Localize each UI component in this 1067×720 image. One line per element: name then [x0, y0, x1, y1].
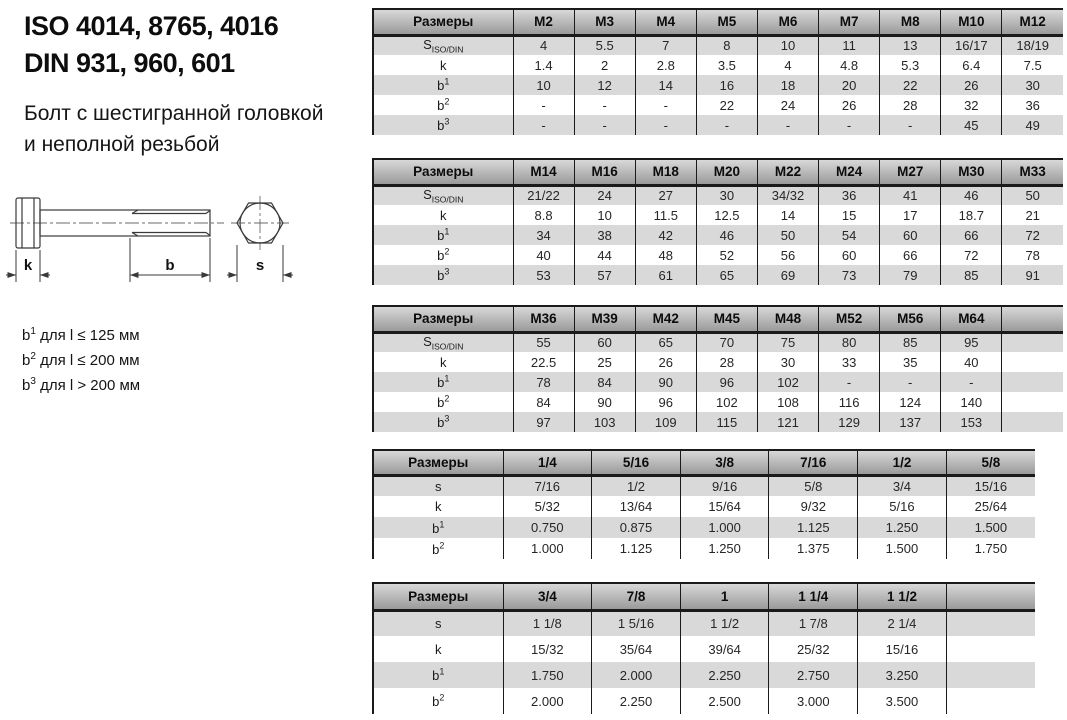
table-row [373, 517, 1035, 538]
value-cell: 36 [1025, 97, 1040, 113]
value-cell: 80 [819, 332, 880, 352]
value-cell [1002, 412, 1063, 432]
value-cell: 45 [941, 115, 1002, 135]
value-cell: 66 [880, 245, 941, 265]
value-cell: 39/64 [680, 636, 769, 662]
value-cell: 2.500 [680, 688, 769, 714]
value-cell: 69 [757, 265, 818, 285]
spec-table-2 [372, 158, 1063, 285]
value-cell: 79 [880, 265, 941, 285]
value-cell: 2 1/4 [858, 610, 947, 636]
value-cell: 15/64 [680, 496, 769, 517]
value-cell: 32 [941, 95, 1002, 115]
value-cell [946, 662, 1035, 688]
value-cell: 84 [574, 372, 635, 392]
value-cell: 10 [757, 35, 818, 55]
value-cell: 15/16 [974, 478, 1008, 494]
value-cell: - [635, 95, 696, 115]
value-cell: 140 [941, 392, 1002, 412]
value-cell: 14 [757, 205, 818, 225]
row-label: $S_{ISO/DIN}$ [373, 35, 513, 55]
value-cell: 2.000 [592, 662, 681, 688]
value-cell: 40 [941, 352, 1002, 372]
table-row [373, 496, 1035, 517]
value-cell: 73 [819, 265, 880, 285]
value-cell: 65 [696, 265, 757, 285]
value-cell: 60 [880, 225, 941, 245]
column-header: M52 [819, 306, 880, 332]
value-cell: 25/32 [769, 636, 858, 662]
table-row [373, 412, 1063, 432]
value-cell: 21/22 [513, 185, 574, 205]
row-label: k [373, 205, 513, 225]
row-label: s [373, 610, 503, 636]
value-cell: 65 [635, 332, 696, 352]
value-cell: 28 [696, 352, 757, 372]
value-cell: - [819, 115, 880, 135]
table-corner-header: Размеры [373, 306, 513, 332]
value-cell: 34 [513, 225, 574, 245]
column-header: M7 [819, 9, 880, 35]
value-cell: 5/16 [858, 496, 947, 517]
value-cell: 108 [757, 392, 818, 412]
value-cell: 24 [574, 185, 635, 205]
value-cell: 72 [941, 245, 1002, 265]
value-cell: 46 [696, 225, 757, 245]
column-header: M20 [696, 159, 757, 185]
subtitle-line-2: и неполной резьбой [24, 133, 220, 156]
spec-table-5 [372, 582, 1035, 714]
table-row [373, 95, 1063, 115]
value-cell: 33 [819, 352, 880, 372]
value-cell: 109 [635, 412, 696, 432]
column-header: 7/8 [592, 583, 681, 610]
value-cell: 55 [513, 332, 574, 352]
row-label: k [373, 636, 503, 662]
value-cell: 14 [635, 75, 696, 95]
value-cell: 3.250 [858, 662, 947, 688]
value-cell: 40 [513, 245, 574, 265]
value-cell: 5.5 [574, 35, 635, 55]
column-header: M3 [574, 9, 635, 35]
value-cell: 20 [819, 75, 880, 95]
value-cell [946, 610, 1035, 636]
value-cell: 26 [635, 352, 696, 372]
table-row [373, 265, 1063, 285]
value-cell: 34/32 [757, 185, 818, 205]
row-label: $b^1$ [373, 372, 513, 392]
value-cell [1002, 332, 1063, 352]
value-cell: 103 [574, 412, 635, 432]
column-header [1002, 306, 1063, 332]
column-header: M16 [574, 159, 635, 185]
value-cell: 60 [819, 245, 880, 265]
footnote-line: $b^3$ для l > 200 мм [22, 376, 141, 394]
value-cell: 28 [880, 95, 941, 115]
row-label: $b^2$ [373, 538, 503, 559]
table-row [373, 55, 1063, 75]
value-cell: 2.750 [769, 662, 858, 688]
spec-table-4 [372, 449, 1035, 559]
value-cell: 1.000 [680, 517, 769, 538]
value-cell: 129 [819, 412, 880, 432]
row-label: $b^1$ [373, 75, 513, 95]
value-cell [1002, 372, 1063, 392]
column-header: 7/16 [769, 450, 858, 475]
column-header: M45 [696, 306, 757, 332]
value-cell: 116 [819, 392, 880, 412]
value-cell: 18 [757, 75, 818, 95]
value-cell: 41 [880, 185, 941, 205]
value-cell: 66 [941, 225, 1002, 245]
value-cell: 153 [941, 412, 1002, 432]
value-cell: 18.7 [941, 205, 1002, 225]
value-cell: - [880, 372, 941, 392]
value-cell: 4.8 [819, 55, 880, 75]
value-cell: 2.250 [592, 688, 681, 714]
value-cell: 3.500 [858, 688, 947, 714]
tables-panel [372, 0, 1067, 714]
column-header: M18 [635, 159, 696, 185]
table-row [373, 538, 1035, 559]
value-cell: - [513, 95, 574, 115]
column-header: 1/4 [503, 450, 592, 475]
value-cell: 15/16 [858, 636, 947, 662]
value-cell: - [635, 115, 696, 135]
value-cell: 8.8 [513, 205, 574, 225]
value-cell: 1.125 [769, 517, 858, 538]
value-cell: 5/8 [769, 475, 858, 496]
value-cell: 25/64 [974, 499, 1008, 514]
value-cell: 90 [635, 372, 696, 392]
value-cell: 7 [635, 35, 696, 55]
value-cell: 9/16 [680, 475, 769, 496]
value-cell [1002, 352, 1063, 372]
table-row [373, 115, 1063, 135]
value-cell [946, 688, 1035, 714]
subtitle [24, 98, 323, 160]
value-cell: 1.250 [858, 517, 947, 538]
value-cell: 8 [696, 35, 757, 55]
value-cell: 102 [757, 372, 818, 392]
table-row [373, 185, 1063, 205]
row-label: $S_{ISO/DIN}$ [373, 185, 513, 205]
value-cell: 15/32 [503, 636, 592, 662]
value-cell: 50 [1025, 188, 1040, 204]
table-row [373, 636, 1035, 662]
value-cell: 52 [696, 245, 757, 265]
value-cell: 4 [513, 35, 574, 55]
value-cell: 7/16 [503, 475, 592, 496]
iso-title: ISO 4014, 8765, 4016 [24, 11, 279, 41]
value-cell: 13 [880, 35, 941, 55]
spec-table-3 [372, 305, 1063, 432]
column-header: M39 [574, 306, 635, 332]
column-header: M14 [513, 159, 574, 185]
value-cell: 3/4 [858, 475, 947, 496]
column-header: M5 [696, 9, 757, 35]
value-cell: 15 [819, 205, 880, 225]
table-row [373, 688, 1035, 714]
column-header: M10 [941, 9, 1002, 35]
column-header: M56 [880, 306, 941, 332]
row-label: k [373, 496, 503, 517]
value-cell: 78 [513, 372, 574, 392]
value-cell: 30 [1025, 77, 1040, 93]
value-cell: - [757, 115, 818, 135]
value-cell: 137 [880, 412, 941, 432]
din-title: DIN 931, 960, 601 [24, 48, 235, 78]
value-cell: 121 [757, 412, 818, 432]
column-header [946, 583, 1035, 610]
value-cell: 0.750 [503, 517, 592, 538]
value-cell: 60 [574, 332, 635, 352]
value-cell: - [574, 95, 635, 115]
value-cell: 35/64 [592, 636, 681, 662]
table-row [373, 35, 1063, 55]
column-header: M30 [941, 159, 1002, 185]
value-cell: 1.000 [503, 538, 592, 559]
value-cell: 115 [696, 412, 757, 432]
table-row [373, 372, 1063, 392]
value-cell: 2 [574, 55, 635, 75]
value-cell: 1.750 [503, 662, 592, 688]
value-cell: 42 [635, 225, 696, 245]
row-label: k [373, 55, 513, 75]
value-cell: 1.500 [858, 538, 947, 559]
column-header: 1/2 [858, 450, 947, 475]
column-header: M36 [513, 306, 574, 332]
value-cell: 2.8 [635, 55, 696, 75]
dimension-label-b: b [165, 257, 175, 274]
column-header: 1 1/2 [858, 583, 947, 610]
footnote-line: $b^2$ для l ≤ 200 мм [22, 351, 140, 369]
value-cell: 7.5 [1023, 57, 1042, 73]
column-header: M4 [635, 9, 696, 35]
value-cell: 18/19 [1016, 38, 1049, 54]
value-cell: 49 [1025, 117, 1040, 133]
value-cell: 53 [513, 265, 574, 285]
row-label: k [373, 352, 513, 372]
row-label: $b^1$ [373, 662, 503, 688]
value-cell: 46 [941, 185, 1002, 205]
value-cell: 38 [574, 225, 635, 245]
column-header: 1 1/4 [769, 583, 858, 610]
value-cell: 17 [880, 205, 941, 225]
value-cell: 16 [696, 75, 757, 95]
value-cell: 36 [819, 185, 880, 205]
row-label: $b^2$ [373, 245, 513, 265]
value-cell: 1 1/2 [680, 610, 769, 636]
column-header: M8 [880, 9, 941, 35]
value-cell: 11 [819, 35, 880, 55]
bolt-drawing [6, 186, 341, 316]
value-cell: 91 [1025, 267, 1040, 283]
value-cell: - [941, 372, 1002, 392]
value-cell: 25 [574, 352, 635, 372]
column-header: M2 [513, 9, 574, 35]
value-cell: 50 [757, 225, 818, 245]
value-cell: 12.5 [696, 205, 757, 225]
spec-table-1 [372, 8, 1063, 135]
value-cell: 10 [574, 205, 635, 225]
value-cell: 96 [635, 392, 696, 412]
row-label: $b^1$ [373, 517, 503, 538]
value-cell: - [819, 372, 880, 392]
value-cell: 1.125 [592, 538, 681, 559]
value-cell: 22 [880, 75, 941, 95]
table-row [373, 205, 1063, 225]
value-cell: 21 [1025, 207, 1040, 223]
column-header: 5/8 [946, 450, 1035, 475]
value-cell: 22.5 [513, 352, 574, 372]
value-cell: 1.375 [769, 538, 858, 559]
table-row [373, 352, 1063, 372]
column-header: 1 [680, 583, 769, 610]
value-cell: 72 [1025, 227, 1040, 243]
value-cell: 1 5/16 [592, 610, 681, 636]
value-cell: - [574, 115, 635, 135]
value-cell: 3.000 [769, 688, 858, 714]
table-row [373, 610, 1035, 636]
table-row [373, 75, 1063, 95]
value-cell: 44 [574, 245, 635, 265]
value-cell: - [696, 115, 757, 135]
value-cell: 2.000 [503, 688, 592, 714]
value-cell: 1.500 [974, 520, 1008, 535]
value-cell: 56 [757, 245, 818, 265]
table-corner-header: Размеры [373, 159, 513, 185]
value-cell: 11.5 [635, 205, 696, 225]
row-label: $b^3$ [373, 265, 513, 285]
column-header: 5/16 [592, 450, 681, 475]
value-cell: 97 [513, 412, 574, 432]
column-header: 3/8 [680, 450, 769, 475]
row-label: $b^2$ [373, 392, 513, 412]
table-corner-header: Размеры [373, 583, 503, 610]
value-cell: - [513, 115, 574, 135]
table-row [373, 475, 1035, 496]
value-cell: 84 [513, 392, 574, 412]
value-cell: 61 [635, 265, 696, 285]
row-label: $b^2$ [373, 95, 513, 115]
value-cell: 27 [635, 185, 696, 205]
value-cell: 96 [696, 372, 757, 392]
dimension-label-k: k [23, 257, 33, 274]
row-label: $b^3$ [373, 115, 513, 135]
row-label: s [373, 475, 503, 496]
value-cell: 57 [574, 265, 635, 285]
value-cell: 13/64 [592, 496, 681, 517]
table-row [373, 225, 1063, 245]
value-cell: 1.250 [680, 538, 769, 559]
value-cell: 90 [574, 392, 635, 412]
value-cell: 2.250 [680, 662, 769, 688]
value-cell: - [880, 115, 941, 135]
value-cell [946, 636, 1035, 662]
value-cell: 85 [941, 265, 1002, 285]
value-cell [1002, 392, 1063, 412]
value-cell: 30 [757, 352, 818, 372]
value-cell: 54 [819, 225, 880, 245]
column-header: M22 [757, 159, 818, 185]
value-cell: 70 [696, 332, 757, 352]
value-cell: 9/32 [769, 496, 858, 517]
dimension-label-s: s [255, 257, 265, 274]
column-header: M27 [880, 159, 941, 185]
value-cell: 1.4 [513, 55, 574, 75]
value-cell: 124 [880, 392, 941, 412]
value-cell: 10 [513, 75, 574, 95]
value-cell: 12 [574, 75, 635, 95]
value-cell: 26 [941, 75, 1002, 95]
column-header: M48 [757, 306, 818, 332]
table-corner-header: Размеры [373, 9, 513, 35]
table-corner-header: Размеры [373, 450, 503, 475]
row-label: $b^2$ [373, 688, 503, 714]
column-header: 3/4 [503, 583, 592, 610]
column-header: M42 [635, 306, 696, 332]
value-cell: 85 [880, 332, 941, 352]
table-row [373, 245, 1063, 265]
value-cell: 1/2 [592, 475, 681, 496]
value-cell: 95 [941, 332, 1002, 352]
value-cell: 35 [880, 352, 941, 372]
column-header: M24 [819, 159, 880, 185]
centerlines [10, 196, 289, 250]
value-cell: 75 [757, 332, 818, 352]
value-cell: 1 1/8 [503, 610, 592, 636]
footnote-line: $b^1$ для l ≤ 125 мм [22, 326, 140, 344]
column-header: M6 [757, 9, 818, 35]
value-cell: 78 [1025, 247, 1040, 263]
column-header: M33 [1002, 159, 1063, 185]
value-cell: 24 [757, 95, 818, 115]
row-label: $S_{ISO/DIN}$ [373, 332, 513, 352]
value-cell: 26 [819, 95, 880, 115]
value-cell: 3.5 [696, 55, 757, 75]
value-cell: 16/17 [941, 35, 1002, 55]
column-header: M64 [941, 306, 1002, 332]
value-cell: 48 [635, 245, 696, 265]
value-cell: 0.875 [592, 517, 681, 538]
footnotes [22, 321, 140, 396]
value-cell: 102 [696, 392, 757, 412]
value-cell: 30 [696, 185, 757, 205]
subtitle-line-1: Болт с шестигранной головкой [24, 102, 324, 125]
title-block [24, 8, 278, 82]
value-cell: 1 7/8 [769, 610, 858, 636]
value-cell: 6.4 [941, 55, 1002, 75]
table-row [373, 662, 1035, 688]
table-row [373, 392, 1063, 412]
column-header: M12 [1002, 9, 1063, 35]
value-cell: 5/32 [503, 496, 592, 517]
row-label: $b^3$ [373, 412, 513, 432]
value-cell: 4 [757, 55, 818, 75]
row-label: $b^1$ [373, 225, 513, 245]
value-cell: 22 [696, 95, 757, 115]
table-row [373, 332, 1063, 352]
value-cell: 5.3 [880, 55, 941, 75]
value-cell: 1.750 [974, 541, 1008, 556]
